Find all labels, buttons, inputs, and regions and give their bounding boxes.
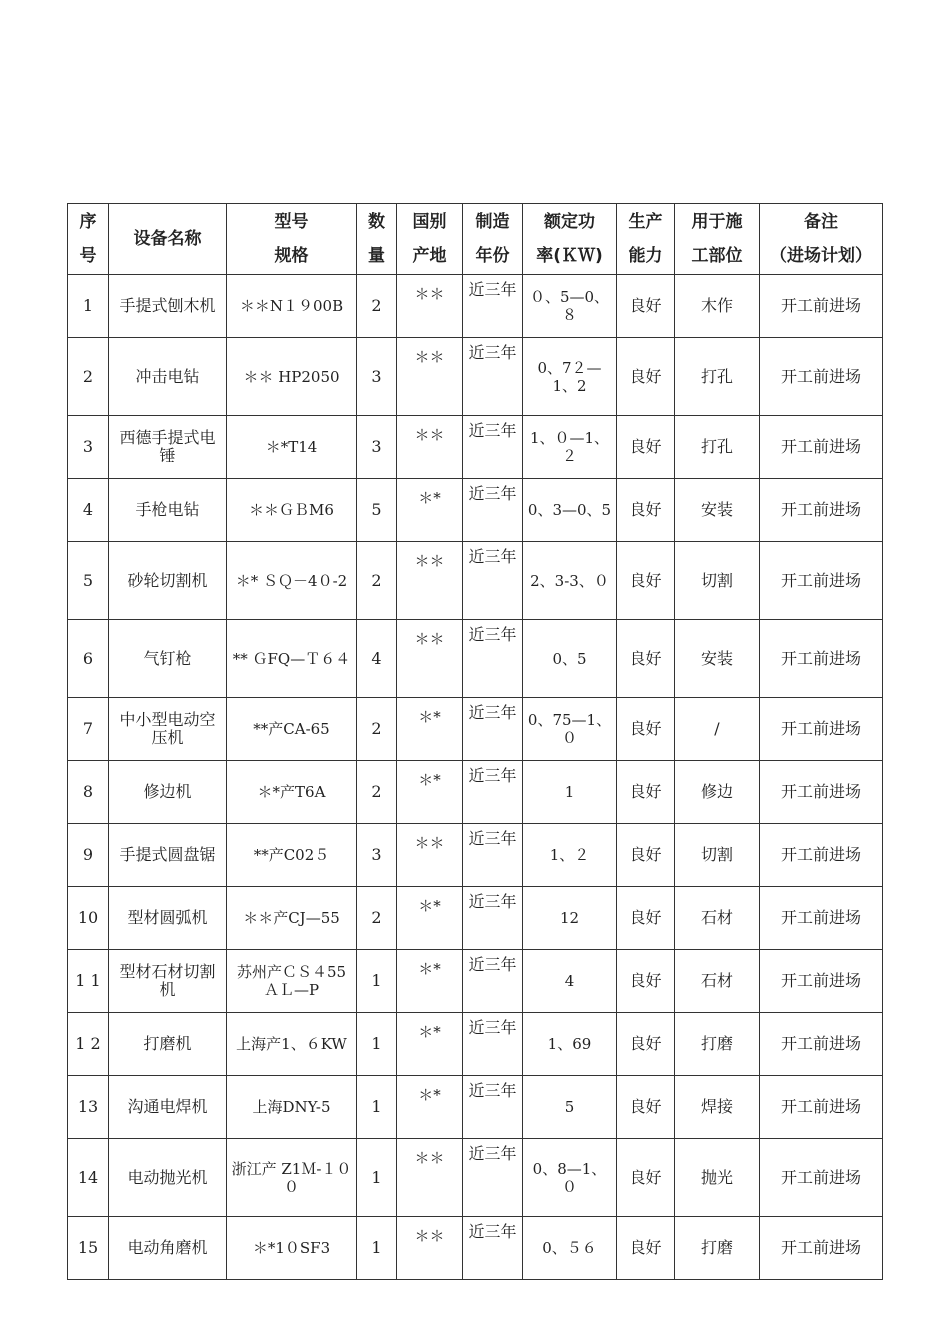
cell-year: 近三年 [463,1139,523,1217]
table-row [68,338,883,416]
cell-power: 1 [523,761,617,824]
cell-capacity: 良好 [617,950,675,1013]
table-row [68,1013,883,1076]
cell-power: 1、69 [523,1013,617,1076]
header-power: 额定功 率(ＫＷ) [523,204,617,275]
cell-spec: **产C02５ [227,824,357,887]
cell-name: 打磨机 [109,1013,227,1076]
cell-usage: 修边 [675,761,760,824]
table-row [68,887,883,950]
table-row [68,824,883,887]
cell-power: ０、5—0、８ [523,275,617,338]
cell-qty: 3 [357,824,397,887]
cell-origin: ＊＊ [397,275,463,338]
cell-origin: ＊* [397,887,463,950]
cell-year: 近三年 [463,887,523,950]
cell-name: 西德手提式电锤 [109,416,227,479]
cell-remark: 开工前进场 [760,338,883,416]
cell-power: 5 [523,1076,617,1139]
cell-no: 6 [68,620,109,698]
cell-spec: ＊＊ HP2050 [227,338,357,416]
cell-power: 0、3—0、5 [523,479,617,542]
cell-power: 12 [523,887,617,950]
cell-remark: 开工前进场 [760,542,883,620]
cell-spec: ** ＧFQ—Ｔ６４ [227,620,357,698]
cell-origin: ＊＊ [397,824,463,887]
cell-remark: 开工前进场 [760,698,883,761]
cell-usage: / [675,698,760,761]
cell-power: 0、8—1、０ [523,1139,617,1217]
cell-remark: 开工前进场 [760,1139,883,1217]
cell-year: 近三年 [463,761,523,824]
cell-origin: ＊＊ [397,542,463,620]
cell-spec: 上海DNY-5 [227,1076,357,1139]
header-name: 设备名称 [109,204,227,275]
cell-name: 冲击电钻 [109,338,227,416]
cell-power: 0、75—1、０ [523,698,617,761]
cell-no: 5 [68,542,109,620]
cell-spec: 浙江产 Z1Ｍ-１００ [227,1139,357,1217]
cell-usage: 安装 [675,479,760,542]
cell-capacity: 良好 [617,338,675,416]
cell-origin: ＊＊ [397,338,463,416]
cell-year: 近三年 [463,1076,523,1139]
cell-qty: 2 [357,698,397,761]
header-origin: 国别 产地 [397,204,463,275]
cell-no: 2 [68,338,109,416]
cell-year: 近三年 [463,338,523,416]
cell-origin: ＊＊ [397,1217,463,1280]
cell-name: 型材石材切割机 [109,950,227,1013]
cell-origin: ＊＊ [397,416,463,479]
table-row [68,542,883,620]
cell-power: 2、3-3、０ [523,542,617,620]
cell-remark: 开工前进场 [760,620,883,698]
cell-no: 1 1 [68,950,109,1013]
cell-spec: ＊* ＳＱ－4０-2 [227,542,357,620]
equipment-table [67,203,883,1280]
table-header [68,204,883,275]
cell-capacity: 良好 [617,824,675,887]
cell-usage: 切割 [675,542,760,620]
cell-qty: 1 [357,950,397,1013]
cell-qty: 3 [357,338,397,416]
cell-capacity: 良好 [617,761,675,824]
cell-usage: 木作 [675,275,760,338]
cell-year: 近三年 [463,698,523,761]
cell-spec: ＊＊N１９00B [227,275,357,338]
cell-remark: 开工前进场 [760,887,883,950]
cell-power: 0、7２—1、2 [523,338,617,416]
cell-power: 0、5 [523,620,617,698]
cell-origin: ＊＊ [397,1139,463,1217]
cell-capacity: 良好 [617,1076,675,1139]
cell-remark: 开工前进场 [760,1076,883,1139]
cell-year: 近三年 [463,1217,523,1280]
table-row [68,1139,883,1217]
cell-no: 7 [68,698,109,761]
cell-remark: 开工前进场 [760,416,883,479]
cell-name: 气钉枪 [109,620,227,698]
cell-capacity: 良好 [617,542,675,620]
header-remark: 备注 （进场计划） [760,204,883,275]
table-row [68,620,883,698]
cell-usage: 安装 [675,620,760,698]
cell-origin: ＊* [397,950,463,1013]
table-row [68,950,883,1013]
cell-qty: 2 [357,761,397,824]
cell-spec: ＊*1０SF3 [227,1217,357,1280]
cell-qty: 3 [357,416,397,479]
cell-origin: ＊* [397,1013,463,1076]
cell-qty: 4 [357,620,397,698]
cell-name: 手提式圆盘锯 [109,824,227,887]
table-body [68,275,883,1280]
cell-qty: 1 [357,1139,397,1217]
cell-usage: 石材 [675,887,760,950]
cell-name: 手提式刨木机 [109,275,227,338]
cell-name: 沟通电焊机 [109,1076,227,1139]
cell-remark: 开工前进场 [760,479,883,542]
cell-year: 近三年 [463,275,523,338]
cell-no: 15 [68,1217,109,1280]
table-row [68,479,883,542]
cell-year: 近三年 [463,416,523,479]
cell-spec: 上海产1、６KW [227,1013,357,1076]
cell-no: 4 [68,479,109,542]
table-row [68,416,883,479]
cell-usage: 石材 [675,950,760,1013]
cell-qty: 1 [357,1013,397,1076]
cell-name: 型材圆弧机 [109,887,227,950]
cell-origin: ＊* [397,698,463,761]
cell-capacity: 良好 [617,698,675,761]
cell-capacity: 良好 [617,1139,675,1217]
cell-power: 4 [523,950,617,1013]
cell-usage: 打磨 [675,1217,760,1280]
cell-no: 1 [68,275,109,338]
cell-power: 1、２ [523,824,617,887]
cell-power: 0、５６ [523,1217,617,1280]
table-row [68,761,883,824]
cell-capacity: 良好 [617,1013,675,1076]
cell-origin: ＊* [397,761,463,824]
cell-origin: ＊* [397,479,463,542]
cell-year: 近三年 [463,479,523,542]
cell-spec: ＊＊产CJ—55 [227,887,357,950]
cell-name: 中小型电动空压机 [109,698,227,761]
cell-no: 3 [68,416,109,479]
cell-year: 近三年 [463,620,523,698]
header-year: 制造 年份 [463,204,523,275]
cell-origin: ＊* [397,1076,463,1139]
cell-usage: 切割 [675,824,760,887]
table-row [68,698,883,761]
cell-qty: 5 [357,479,397,542]
cell-remark: 开工前进场 [760,275,883,338]
cell-spec: **产CA-65 [227,698,357,761]
cell-usage: 抛光 [675,1139,760,1217]
cell-no: 1 2 [68,1013,109,1076]
cell-qty: 1 [357,1076,397,1139]
header-usage: 用于施 工部位 [675,204,760,275]
cell-name: 手枪电钻 [109,479,227,542]
header-spec: 型号 规格 [227,204,357,275]
cell-year: 近三年 [463,824,523,887]
cell-spec: ＊*T14 [227,416,357,479]
cell-spec: 苏州产ＣＳ４55ＡＬ—P [227,950,357,1013]
cell-no: 14 [68,1139,109,1217]
header-qty: 数 量 [357,204,397,275]
table-row [68,1217,883,1280]
cell-remark: 开工前进场 [760,1013,883,1076]
cell-no: 9 [68,824,109,887]
cell-name: 修边机 [109,761,227,824]
cell-remark: 开工前进场 [760,1217,883,1280]
cell-remark: 开工前进场 [760,950,883,1013]
cell-origin: ＊＊ [397,620,463,698]
cell-remark: 开工前进场 [760,761,883,824]
cell-capacity: 良好 [617,416,675,479]
cell-no: 10 [68,887,109,950]
cell-qty: 2 [357,275,397,338]
cell-year: 近三年 [463,1013,523,1076]
cell-spec: ＊*产T6A [227,761,357,824]
cell-qty: 2 [357,887,397,950]
header-no: 序 号 [68,204,109,275]
cell-usage: 打孔 [675,338,760,416]
cell-name: 电动角磨机 [109,1217,227,1280]
cell-capacity: 良好 [617,1217,675,1280]
cell-qty: 2 [357,542,397,620]
header-capacity: 生产 能力 [617,204,675,275]
cell-no: 8 [68,761,109,824]
cell-year: 近三年 [463,542,523,620]
cell-capacity: 良好 [617,887,675,950]
cell-usage: 焊接 [675,1076,760,1139]
cell-capacity: 良好 [617,479,675,542]
cell-no: 13 [68,1076,109,1139]
cell-qty: 1 [357,1217,397,1280]
cell-usage: 打孔 [675,416,760,479]
table-row [68,1076,883,1139]
cell-remark: 开工前进场 [760,824,883,887]
table-row [68,275,883,338]
cell-name: 砂轮切割机 [109,542,227,620]
cell-spec: ＊＊ＧＢM6 [227,479,357,542]
cell-capacity: 良好 [617,620,675,698]
cell-usage: 打磨 [675,1013,760,1076]
cell-power: 1、０—1、２ [523,416,617,479]
cell-year: 近三年 [463,950,523,1013]
cell-name: 电动抛光机 [109,1139,227,1217]
cell-capacity: 良好 [617,275,675,338]
